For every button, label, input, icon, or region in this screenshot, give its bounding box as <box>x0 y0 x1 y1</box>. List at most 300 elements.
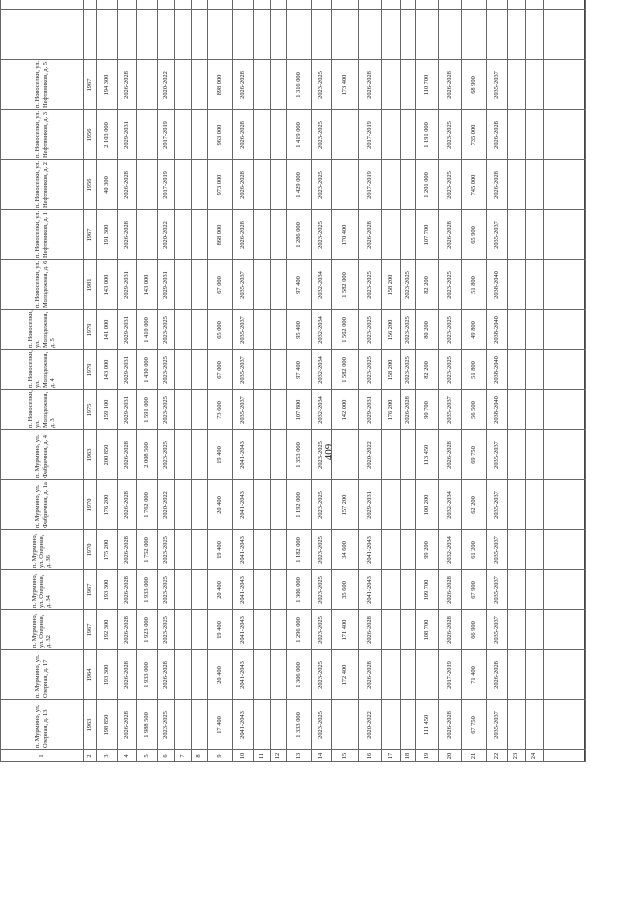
table-cell: 2029-2031 <box>365 491 373 519</box>
column-header: 21 <box>469 752 477 760</box>
table-cell: 898 000 <box>215 74 223 96</box>
table-cell: 158 200 <box>386 274 394 296</box>
table-cell: 973 000 <box>215 174 223 196</box>
table-cell: 2023-2025 <box>365 271 373 299</box>
table-cell <box>525 60 543 110</box>
table-cell: 2026-2028 <box>238 221 246 249</box>
table-cell <box>507 60 525 110</box>
table-cell <box>507 570 525 610</box>
table-cell: 2020-2022 <box>161 71 169 99</box>
table-cell: 20 400 <box>215 666 223 684</box>
table-cell <box>253 210 270 260</box>
table-cell: 1 333 000 <box>294 712 302 738</box>
table-cell <box>525 160 543 210</box>
table-cell: 745 000 <box>469 174 477 196</box>
table-cell <box>253 310 270 350</box>
table-cell: 193 300 <box>102 579 110 601</box>
table-cell: 80 200 <box>422 321 430 339</box>
table-cell: 1956 <box>85 178 93 192</box>
table-cell: 1 353 000 <box>294 442 302 468</box>
table-cell: 2029-2031 <box>122 316 130 344</box>
column-separator <box>585 0 586 762</box>
table-cell <box>381 610 400 650</box>
table-cell <box>136 160 157 210</box>
table-cell <box>507 390 525 430</box>
table-cell <box>174 310 191 350</box>
table-cell: 2035-2037 <box>492 71 500 99</box>
table-cell: 82 200 <box>422 276 430 294</box>
column-header: 17 <box>386 752 394 760</box>
address-cell: п. Новоселки, ул. Молодежная, д. 3 <box>27 390 56 428</box>
table-cell <box>253 390 270 430</box>
table-cell: 1956 <box>85 128 93 142</box>
table-cell: 51 800 <box>469 276 477 294</box>
table-cell: 2026-2028 <box>445 616 453 644</box>
table-cell: 2023-2025 <box>317 71 325 99</box>
table-cell <box>270 160 286 210</box>
table-cell <box>253 700 270 750</box>
table-cell <box>331 430 358 480</box>
table-cell <box>174 260 191 310</box>
table-cell: 109 700 <box>422 579 430 601</box>
column-header: 9 <box>215 754 223 758</box>
table-cell: 2026-2028 <box>445 711 453 739</box>
table-cell <box>381 650 400 700</box>
table-cell <box>174 650 191 700</box>
column-header: 6 <box>161 754 169 758</box>
table-cell <box>525 530 543 570</box>
table-cell <box>270 210 286 260</box>
table-cell <box>270 110 286 160</box>
table-cell: 2026-2028 <box>403 396 411 424</box>
table-cell: 34 600 <box>340 541 348 559</box>
table-cell: 2023-2025 <box>317 441 325 469</box>
address-cell: п. Новоселки, ул. Молодежная, д. 6 <box>34 260 49 308</box>
table-cell: 90 700 <box>422 401 430 419</box>
table-cell <box>525 700 543 750</box>
table-cell: 66 900 <box>469 621 477 639</box>
address-cell: п. Мурмино, ул. Озерная, д. 17 <box>34 654 49 698</box>
table-cell <box>525 650 543 700</box>
table-cell <box>400 60 415 110</box>
table-cell: 2023-2025 <box>161 711 169 739</box>
table-cell: 2026-2028 <box>122 576 130 604</box>
table-cell <box>415 650 438 700</box>
address-cell: п. Новоселки, ул. Нефтяников, д. 5 <box>34 60 49 108</box>
table-cell <box>253 430 270 480</box>
table-cell: 62 200 <box>469 496 477 514</box>
table-cell <box>400 530 415 570</box>
table-cell: 2041-2043 <box>238 711 246 739</box>
table-cell: 1 429 000 <box>294 172 302 198</box>
table-cell <box>191 160 207 210</box>
table-cell <box>270 530 286 570</box>
column-header: 15 <box>340 752 348 760</box>
table-cell: 1 988 500 <box>142 712 150 738</box>
table-cell: 2041-2043 <box>238 616 246 644</box>
table-cell <box>381 430 400 480</box>
table-cell: 2026-2028 <box>122 661 130 689</box>
table-cell: 141 000 <box>102 319 110 341</box>
table-cell: 1967 <box>85 623 93 637</box>
table-cell: 1981 <box>85 278 93 292</box>
table-cell: 2026-2028 <box>445 221 453 249</box>
table-cell: 2035-2037 <box>492 221 500 249</box>
table-cell: 176 200 <box>102 494 110 516</box>
table-cell: 2017-2019 <box>445 661 453 689</box>
table-cell: 2026-2028 <box>365 71 373 99</box>
table-cell: 19 400 <box>215 446 223 464</box>
table-cell: 67 750 <box>469 716 477 734</box>
table-cell <box>174 430 191 480</box>
table-cell: 2035-2037 <box>492 491 500 519</box>
table-cell: 2023-2025 <box>161 316 169 344</box>
table-cell <box>191 480 207 530</box>
column-header: 22 <box>492 752 500 760</box>
table-cell: 2032-2034 <box>317 316 325 344</box>
column-header: 18 <box>403 752 411 760</box>
table-cell <box>381 700 400 750</box>
address-cell: п. Новоселки, ул. Молодежная, д. 5 <box>27 310 56 348</box>
table-cell <box>525 390 543 430</box>
column-header: 3 <box>102 754 110 758</box>
table-cell: 2035-2037 <box>238 316 246 344</box>
table-cell: 2041-2043 <box>238 441 246 469</box>
table-cell <box>381 480 400 530</box>
table-cell: 2035-2037 <box>492 576 500 604</box>
table-cell <box>381 530 400 570</box>
address-cell: п. Мурмино, ул. Фабричная, д. 1а <box>34 482 49 528</box>
table-cell: 2023-2025 <box>161 356 169 384</box>
table-cell: 1963 <box>85 718 93 732</box>
table-cell: 735 000 <box>469 124 477 146</box>
table-cell <box>174 480 191 530</box>
table-cell: 1975 <box>85 403 93 417</box>
table-cell <box>191 610 207 650</box>
table-cell: 100 200 <box>422 494 430 516</box>
table-cell: 2 008 500 <box>142 442 150 468</box>
table-cell: 2035-2037 <box>238 356 246 384</box>
table-cell: 2026-2028 <box>492 661 500 689</box>
table-cell: 99 200 <box>422 541 430 559</box>
table-cell <box>270 570 286 610</box>
table-cell: 2026-2028 <box>122 616 130 644</box>
table-cell: 67 000 <box>215 276 223 294</box>
table-cell: 67 000 <box>215 361 223 379</box>
table-cell <box>400 650 415 700</box>
table-cell <box>174 570 191 610</box>
table-cell: 2032-2034 <box>445 536 453 564</box>
table-cell: 2023-2025 <box>445 121 453 149</box>
table-cell <box>507 160 525 210</box>
table-cell <box>270 310 286 350</box>
table-cell <box>331 160 358 210</box>
table-cell: 1967 <box>85 228 93 242</box>
table-cell <box>400 210 415 260</box>
table-cell: 2023-2025 <box>317 661 325 689</box>
table-cell <box>253 650 270 700</box>
table-cell: 1 191 000 <box>422 122 430 148</box>
column-header: 11 <box>257 752 265 760</box>
table-cell: 51 800 <box>469 361 477 379</box>
table-cell: 2041-2043 <box>238 491 246 519</box>
table-cell: 1 316 000 <box>294 72 302 98</box>
table-cell <box>253 570 270 610</box>
table-cell: 2017-2019 <box>161 121 169 149</box>
column-header: 7 <box>178 754 186 758</box>
table-cell: 157 200 <box>340 494 348 516</box>
table-cell: 1 923 000 <box>142 617 150 643</box>
table-cell: 2017-2019 <box>365 171 373 199</box>
table-cell <box>174 610 191 650</box>
address-cell: п. Новоселки, ул. Нефтяников, д. 2 <box>34 160 49 208</box>
table-cell: 159 100 <box>102 399 110 421</box>
table-cell: 2023-2025 <box>317 121 325 149</box>
table-cell: 2026-2028 <box>445 71 453 99</box>
table-cell: 2041-2043 <box>365 576 373 604</box>
table-cell <box>525 260 543 310</box>
table-cell: 2026-2028 <box>492 171 500 199</box>
table-cell: 19 400 <box>215 621 223 639</box>
table-cell: 19 400 <box>215 541 223 559</box>
table-cell <box>381 110 400 160</box>
table-cell <box>191 310 207 350</box>
table-cell <box>525 310 543 350</box>
table-cell: 2041-2043 <box>238 536 246 564</box>
table-cell: 143 000 <box>142 274 150 296</box>
table-cell: 2029-2031 <box>122 356 130 384</box>
table-cell: 868 000 <box>215 224 223 246</box>
table-cell <box>507 700 525 750</box>
table-cell <box>507 530 525 570</box>
table-cell <box>507 430 525 480</box>
table-cell <box>191 110 207 160</box>
address-cell: п. Новоселки, ул. Молодежная, д. 4 <box>27 350 56 388</box>
table-cell: 143 000 <box>102 359 110 381</box>
table-cell: 1 762 000 <box>142 492 150 518</box>
table-cell <box>174 160 191 210</box>
table-cell: 2023-2025 <box>317 576 325 604</box>
table-cell: 2023-2025 <box>403 356 411 384</box>
table-cell <box>136 110 157 160</box>
table-cell: 17 400 <box>215 716 223 734</box>
column-header: 5 <box>142 754 150 758</box>
table-cell: 200 850 <box>102 444 110 466</box>
table-cell: 2035-2037 <box>445 396 453 424</box>
table-cell: 176 200 <box>386 399 394 421</box>
table-cell: 2023-2025 <box>445 271 453 299</box>
table-cell: 2023-2025 <box>317 536 325 564</box>
address-cell: п. Мурмино, ул. Фабричная, д. 4 <box>34 434 49 478</box>
column-header: 24 <box>530 752 538 760</box>
column-header: 20 <box>445 752 453 760</box>
table-cell <box>400 110 415 160</box>
table-cell: 2035-2037 <box>238 396 246 424</box>
table-cell: 2035-2037 <box>238 271 246 299</box>
table-cell: 61 200 <box>469 541 477 559</box>
table-cell: 1979 <box>85 323 93 337</box>
table-cell: 20 400 <box>215 496 223 514</box>
table-cell <box>174 700 191 750</box>
table-cell: 1964 <box>85 668 93 682</box>
table-cell: 69 750 <box>469 446 477 464</box>
table-cell: 1 582 000 <box>340 272 348 298</box>
table-cell <box>400 570 415 610</box>
table-cell <box>136 60 157 110</box>
table-cell: 1 591 000 <box>142 397 150 423</box>
table-cell: 2017-2019 <box>365 121 373 149</box>
table-cell: 192 300 <box>102 619 110 641</box>
table-cell: 2023-2025 <box>365 316 373 344</box>
table-cell: 73 600 <box>215 401 223 419</box>
table-cell: 2026-2028 <box>238 121 246 149</box>
table-cell: 2020-2022 <box>161 221 169 249</box>
table-cell <box>525 570 543 610</box>
row-separator <box>0 9 585 10</box>
table-cell: 1963 <box>85 448 93 462</box>
address-cell: п. Новоселки, ул. Нефтяников, д. 3 <box>34 110 49 158</box>
table-cell: 2026-2028 <box>122 491 130 519</box>
table-cell: 56 500 <box>469 401 477 419</box>
table-cell <box>507 110 525 160</box>
table-cell: 2023-2025 <box>161 441 169 469</box>
table-cell <box>507 610 525 650</box>
table-cell: 2023-2025 <box>365 356 373 384</box>
table-cell <box>381 210 400 260</box>
column-header: 23 <box>512 752 520 760</box>
column-header: 19 <box>422 752 430 760</box>
table-cell: 1979 <box>85 363 93 377</box>
address-cell: п. Новоселки, ул. Нефтяников, д. 1 <box>34 210 49 258</box>
table-cell <box>331 700 358 750</box>
table-cell: 1 430 000 <box>142 357 150 383</box>
column-header: 16 <box>365 752 373 760</box>
table-cell: 2023-2025 <box>161 576 169 604</box>
table-cell: 1970 <box>85 498 93 512</box>
table-cell <box>253 60 270 110</box>
table-cell: 2020-2022 <box>161 491 169 519</box>
table-cell: 2026-2028 <box>445 441 453 469</box>
table-cell: 156 200 <box>386 319 394 341</box>
table-cell: 193 300 <box>102 664 110 686</box>
table-cell: 2035-2037 <box>492 536 500 564</box>
table-cell: 2 103 000 <box>102 122 110 148</box>
table-cell <box>253 110 270 160</box>
table-cell: 2026-2028 <box>365 661 373 689</box>
table-cell: 2026-2028 <box>122 171 130 199</box>
table-cell <box>381 570 400 610</box>
table-cell: 1967 <box>85 78 93 92</box>
table-cell <box>525 350 543 390</box>
table-cell: 2026-2028 <box>365 616 373 644</box>
table-cell <box>253 350 270 390</box>
table-cell: 2020-2022 <box>365 711 373 739</box>
address-cell: п. Мурмино, ул. Озерная, д. 36 <box>30 533 53 568</box>
table-cell <box>270 390 286 430</box>
table-cell: 1 752 000 <box>142 537 150 563</box>
page-number: 409 <box>323 443 335 461</box>
table-cell <box>507 350 525 390</box>
table-cell: 68 900 <box>469 76 477 94</box>
table-cell <box>270 650 286 700</box>
table-cell: 2035-2037 <box>492 441 500 469</box>
table-cell: 2023-2025 <box>403 316 411 344</box>
column-header: 14 <box>317 752 325 760</box>
table-cell: 2026-2028 <box>445 576 453 604</box>
table-cell: 71 400 <box>469 666 477 684</box>
table-cell: 2026-2028 <box>122 536 130 564</box>
table-cell <box>253 530 270 570</box>
table-cell <box>507 310 525 350</box>
table-cell: 2029-2031 <box>122 121 130 149</box>
table-cell: 172 400 <box>340 664 348 686</box>
table-cell: 1 296 000 <box>294 617 302 643</box>
table-cell <box>174 390 191 430</box>
table-cell: 95 400 <box>294 321 302 339</box>
column-header: 4 <box>122 754 130 758</box>
table-cell: 108 700 <box>422 619 430 641</box>
table-cell <box>270 700 286 750</box>
table-cell: 2026-2028 <box>492 121 500 149</box>
table-cell: 173 400 <box>340 74 348 96</box>
table-cell: 963 000 <box>215 124 223 146</box>
column-separator <box>543 0 544 762</box>
address-cell: п. Мурмино, ул. Озерная, д. 34 <box>30 573 53 608</box>
table-cell: 2026-2028 <box>238 71 246 99</box>
table-cell <box>253 260 270 310</box>
table-cell: 1 306 000 <box>294 577 302 603</box>
table-cell: 67 900 <box>469 581 477 599</box>
table-cell: 65 000 <box>215 321 223 339</box>
table-cell: 2035-2037 <box>492 711 500 739</box>
table-cell: 2029-2031 <box>365 396 373 424</box>
table-cell: 2023-2025 <box>317 711 325 739</box>
table-cell <box>174 530 191 570</box>
table-cell: 40 300 <box>102 176 110 194</box>
table-cell: 2032-2034 <box>445 491 453 519</box>
table-cell: 107 800 <box>294 399 302 421</box>
table-cell <box>191 60 207 110</box>
table-cell: 97 400 <box>294 276 302 294</box>
table-cell: 97 400 <box>294 361 302 379</box>
table-cell <box>525 610 543 650</box>
table-cell: 1967 <box>85 583 93 597</box>
table-cell <box>331 110 358 160</box>
table-cell: 2029-2031 <box>122 271 130 299</box>
column-header: 1 <box>37 754 45 758</box>
table-cell: 2023-2025 <box>445 316 453 344</box>
table-cell <box>174 110 191 160</box>
table-cell: 2023-2025 <box>317 491 325 519</box>
table-cell: 82 200 <box>422 361 430 379</box>
table-cell <box>191 210 207 260</box>
table-cell: 1 933 000 <box>142 577 150 603</box>
table-cell <box>174 60 191 110</box>
table-cell <box>525 210 543 260</box>
table-cell <box>174 210 191 260</box>
table-cell <box>400 160 415 210</box>
table-cell <box>270 480 286 530</box>
table-cell <box>525 430 543 480</box>
table-cell <box>270 350 286 390</box>
table-cell: 1 306 000 <box>294 662 302 688</box>
table-cell: 194 300 <box>102 74 110 96</box>
table-cell: 2023-2025 <box>317 171 325 199</box>
table-cell <box>253 610 270 650</box>
table-cell <box>381 60 400 110</box>
table-cell <box>191 570 207 610</box>
table-cell: 2032-2034 <box>317 396 325 424</box>
